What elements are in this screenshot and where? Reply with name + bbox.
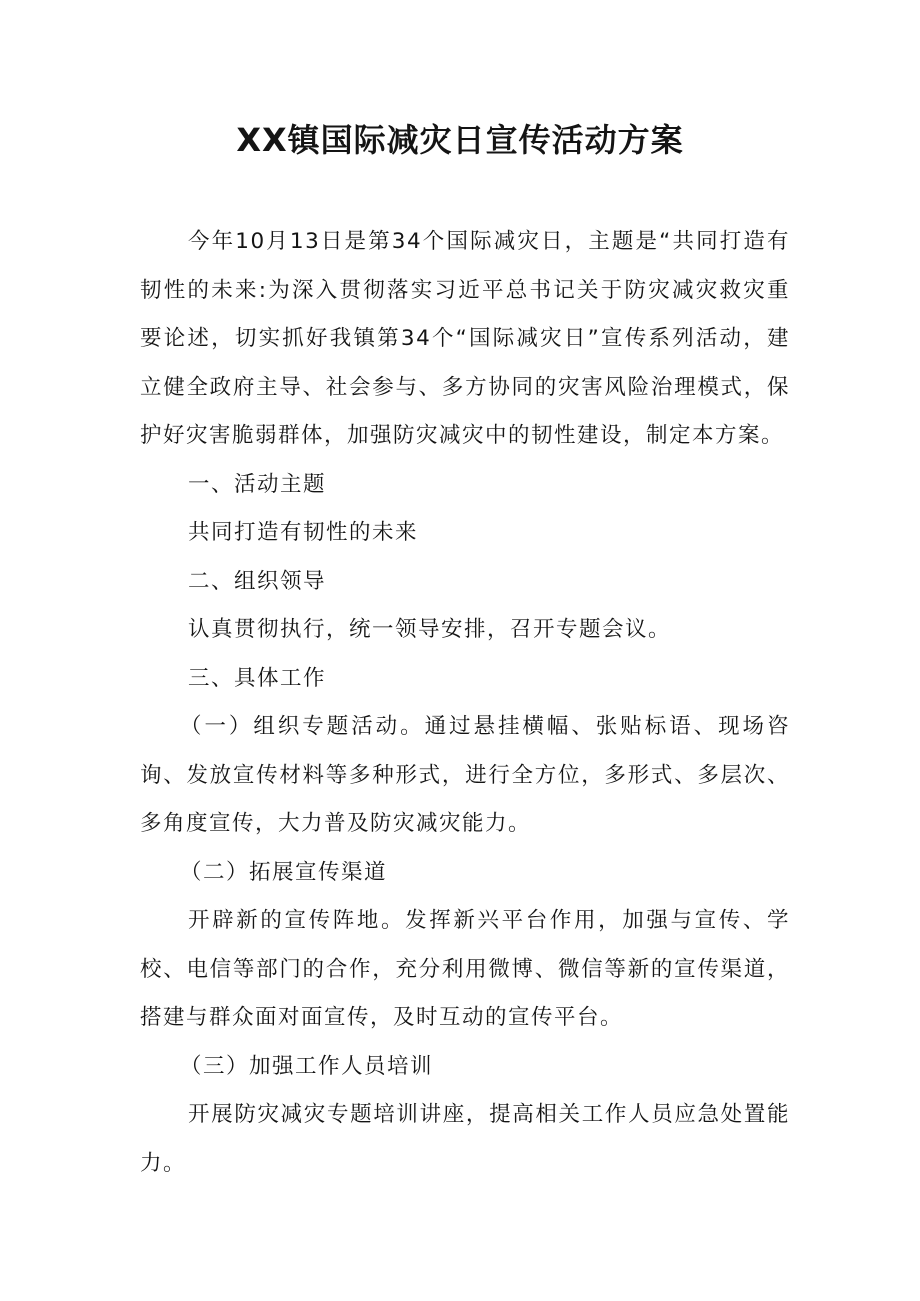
section-heading-theme: 一、活动主题 bbox=[188, 471, 327, 497]
section-body-theme: 共同打造有韧性的未来 bbox=[188, 520, 419, 545]
work-item-1-paragraph: （一）组织专题活动。通过悬挂横幅、张贴标语、现场咨询、发放宣传材料等多种形式，进行全方位，多形式、多层次、多角度宣传，大力普及防灾减灾能力。 bbox=[140, 714, 790, 836]
intro-paragraph: 今年10月13日是第34个国际减灾日，主题是“共同打造有韧性的未来:为深入贯彻落实习近平总书记关于防灾减灾救灾重要论述，切实抓好我镇第34个“国际减灾日”宣传系列活动，建立健全政府主导、社会参与、多方协同的灾害风险治理模式，保护好灾害脆弱群体，加强防灾减灾中的韧性建设，制定本方案。 bbox=[140, 229, 790, 448]
section-heading-work: 三、具体工作 bbox=[188, 665, 327, 691]
document-body bbox=[140, 218, 790, 1188]
work-item-2-paragraph: 开辟新的宣传阵地。发挥新兴平台作用，加强与宣传、学校、电信等部门的合作，充分利用微博、微信等新的宣传渠道，搭建与群众面对面宣传，及时互动的宣传平台。 bbox=[140, 908, 790, 1030]
section-heading-leadership: 二、组织领导 bbox=[188, 568, 327, 594]
work-item-3-paragraph: 开展防灾减灾专题培训讲座，提高相关工作人员应急处置能力。 bbox=[140, 1102, 790, 1176]
document-title: XX镇国际减灾日宣传活动方案 bbox=[236, 121, 684, 159]
work-item-3-heading: （三）加强工作人员培训 bbox=[180, 1053, 434, 1079]
work-item-2-heading: （二）拓展宣传渠道 bbox=[180, 859, 388, 885]
section-body-leadership: 认真贯彻执行，统一领导安排，召开专题会议。 bbox=[188, 617, 672, 642]
